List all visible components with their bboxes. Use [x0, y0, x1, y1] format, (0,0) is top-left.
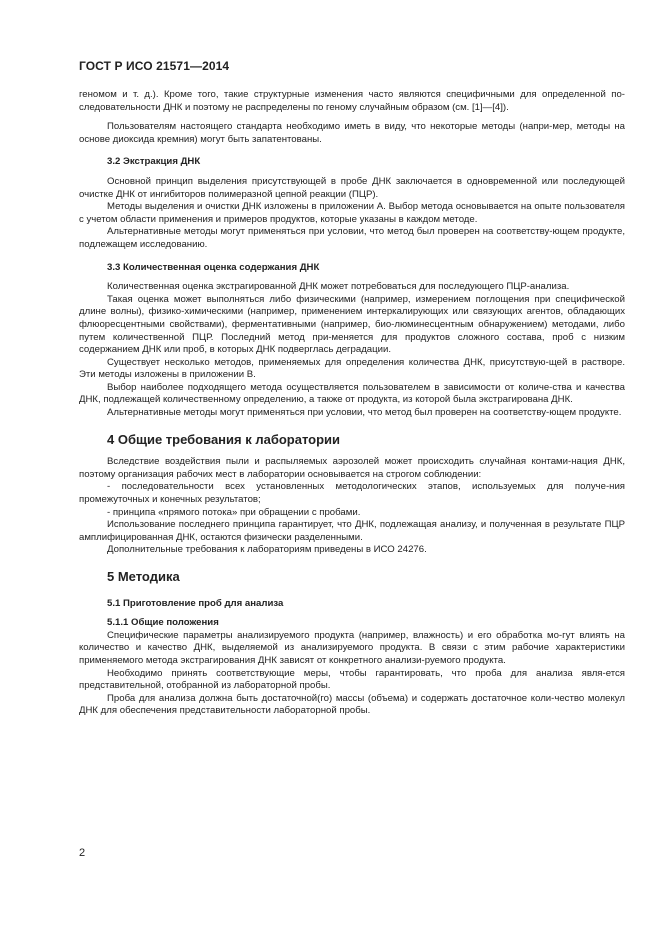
document-header: ГОСТ Р ИСО 21571—2014 — [79, 59, 230, 73]
section-heading-4: 4 Общие требования к лаборатории — [107, 431, 341, 447]
section-heading-3-3: 3.3 Количественная оценка содержания ДНК — [107, 261, 320, 273]
section-heading-5: 5 Методика — [107, 569, 180, 584]
document-body — [79, 89, 625, 718]
paragraph: Дополнительные требования к лабораториям приведены в ИСО 24276. — [107, 544, 427, 556]
list-item: - последовательности всех установленных методологических этапов, используемых для получе-ния промежуточных и конечных результатов; — [79, 481, 625, 506]
paragraph: Использование последнего принципа гарантирует, что ДНК, подлежащая анализу, и полученная в результате ПЦР амплифицированная ДНК, остаются физически разделенными. — [79, 519, 625, 543]
paragraph: Вследствие воздействия пыли и распыляемых аэрозолей может происходить случайная контами-нация ДНК, поэтому организация рабочих мест в лаборатории основывается на строгом соблюдении: — [79, 456, 625, 480]
paragraph: Необходимо принять соответствующие меры, чтобы гарантировать, что проба для анализа явля-ется представительной, отобранной из лабораторной пробы. — [79, 667, 625, 692]
paragraph: Альтернативные методы могут применяться при условии, что метод был проверен на соответству-ющем продукте, подлежащем исследованию. — [79, 226, 625, 250]
page-number: 2 — [79, 847, 86, 859]
paragraph: Специфические параметры анализируемого продукта (например, влажность) и его обработка мо-гут влиять на количество и качество ДНК, выделяемой из анализируемого продукта. В связи с этим рабочие характеристики применяемого метода экстрагирования ДНК зависят от конкретного анализи-руемого продукта. — [79, 629, 625, 666]
paragraph: Существует несколько методов, применяемых для определения количества ДНК, присутствую-щей в растворе. Эти методы изложены в приложении В. — [79, 356, 625, 381]
paragraph: Такая оценка может выполняться либо физическими (например, измерением поглощения при специфической длине волны), физико-химическими (например, применением интеркалирующих или связующих агентов, обладающих флюоресцентными свойствами), ферментативными (например, био-люминесцентным обнаружением) методами, либо путем количественной ПЦР. Последний метод при-меняется для продуктов сложного состава, проб с низким содержанием ДНК или проб, в которых ДНК подверглась деградации. — [79, 293, 625, 356]
paragraph: Методы выделения и очистки ДНК изложены в приложении А. Выбор метода основывается на опыте пользователя с учетом области применения и примеров продуктов, которые указаны в каждом методе. — [79, 201, 625, 225]
paragraph: Пользователям настоящего стандарта необходимо иметь в виду, что некоторые методы (напри-мер, методы на основе диоксида кремния) могут быть запатентованы. — [79, 121, 625, 145]
paragraph: Выбор наиболее подходящего метода осуществляется пользователем в зависимости от количе-ства и качества ДНК, подлежащей количественному определению, а также от продукта, из которой была экстрагирована ДНК. — [79, 381, 625, 406]
paragraph: геномом и т. д.). Кроме того, такие структурные изменения часто являются специфичными для определенной по-следовательности ДНК и поэтому не распределены по геному случайным образом (см. [1]—[4]). — [79, 89, 625, 113]
section-heading-3-2: 3.2 Экстракция ДНК — [107, 156, 201, 168]
paragraph: Проба для анализа должна быть достаточной(го) массы (объема) и содержать достаточное коли-чество молекул ДНК для обеспечения представительности лабораторной пробы. — [79, 692, 625, 717]
list-item: - принципа «прямого потока» при обращении с пробами. — [107, 506, 361, 518]
section-heading-5-1: 5.1 Приготовление проб для анализа — [107, 597, 284, 609]
section-heading-5-1-1: 5.1.1 Общие положения — [107, 617, 219, 629]
paragraph: Основной принцип выделения присутствующей в пробе ДНК заключается в одновременной или последующей очистке ДНК от ингибиторов полимеразной цепной реакции (ПЦР). — [79, 175, 625, 200]
paragraph: Альтернативные методы могут применяться при условии, что метод был проверен на соответству-ющем продукте. — [107, 407, 622, 419]
paragraph: Количественная оценка экстрагированной ДНК может потребоваться для последующего ПЦР-анализа. — [107, 281, 570, 293]
